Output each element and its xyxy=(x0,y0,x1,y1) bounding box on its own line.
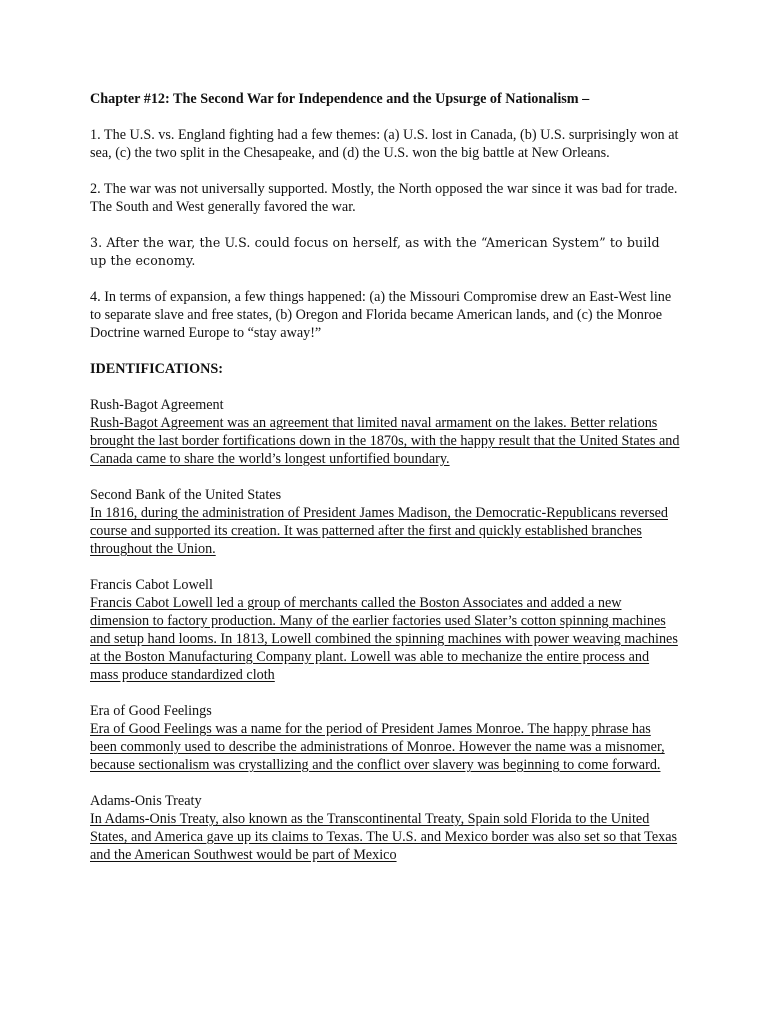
identification-term: Era of Good Feelings xyxy=(90,703,212,719)
summary-point-4: 4. In terms of expansion, a few things happened: (a) the Missouri Compromise drew an East-West line to separate slave and free states, (b) Oregon and Florida became American lands, and (c) the Monroe Doctrine warned Europe to “stay away!” xyxy=(90,289,672,341)
identification-definition: Francis Cabot Lowell led a group of merchants called the Boston Associates and added a new dimension to factory production. Many of the earlier factories used Slater’s cotton spinning machines and setup hand looms. In 1813, Lowell combined the spinning machines with power weaving machines at the Boston Manufacturing Company plant. Lowell was able to mechanize the entire process and mass produce standardized cloth xyxy=(90,595,678,683)
identification-item xyxy=(90,702,680,774)
identification-definition: In 1816, during the administration of President James Madison, the Democratic-Republicans reversed course and supported its creation. It was patterned after the first and quickly established branches throughout the Union. xyxy=(90,505,668,557)
identification-definition: In Adams-Onis Treaty, also known as the Transcontinental Treaty, Spain sold Florida to the United States, and America gave up its claims to Texas. The U.S. and Mexico border was also set so that Texas and the American Southwest would be part of Mexico xyxy=(90,811,678,863)
identification-definition: Rush-Bagot Agreement was an agreement that limited naval armament on the lakes. Better relations brought the last border fortifications down in the 1870s, with the happy result that the United States and Canada came to share the world’s longest unfortified boundary. xyxy=(90,415,680,467)
document-page xyxy=(90,90,680,882)
summary-point-2: 2. The war was not universally supported. Mostly, the North opposed the war since it was bad for trade. The South and West generally favored the war. xyxy=(90,181,678,215)
identification-item xyxy=(90,792,680,864)
summary-point-1: 1. The U.S. vs. England fighting had a few themes: (a) U.S. lost in Canada, (b) U.S. surprisingly won at sea, (c) the two split in the Chesapeake, and (d) the U.S. won the big battle at New Orleans. xyxy=(90,127,679,161)
chapter-title: Chapter #12: The Second War for Independence and the Upsurge of Nationalism – xyxy=(90,91,590,107)
identification-term: Second Bank of the United States xyxy=(90,487,282,503)
identification-item xyxy=(90,396,680,468)
identifications-heading: IDENTIFICATIONS: xyxy=(90,361,223,377)
identification-term: Adams-Onis Treaty xyxy=(90,793,202,809)
identification-item xyxy=(90,486,680,558)
identification-term: Francis Cabot Lowell xyxy=(90,577,213,593)
identification-definition: Era of Good Feelings was a name for the period of President James Monroe. The happy phrase has been commonly used to describe the administrations of Monroe. However the name was a misnomer, because sectionalism was crystallizing and the conflict over slavery was beginning to come forward. xyxy=(90,721,665,773)
summary-point-3: 3. After the war, the U.S. could focus on herself, as with the “American System” to build up the economy. xyxy=(90,235,660,268)
identification-item xyxy=(90,576,680,684)
identification-term: Rush-Bagot Agreement xyxy=(90,397,224,413)
